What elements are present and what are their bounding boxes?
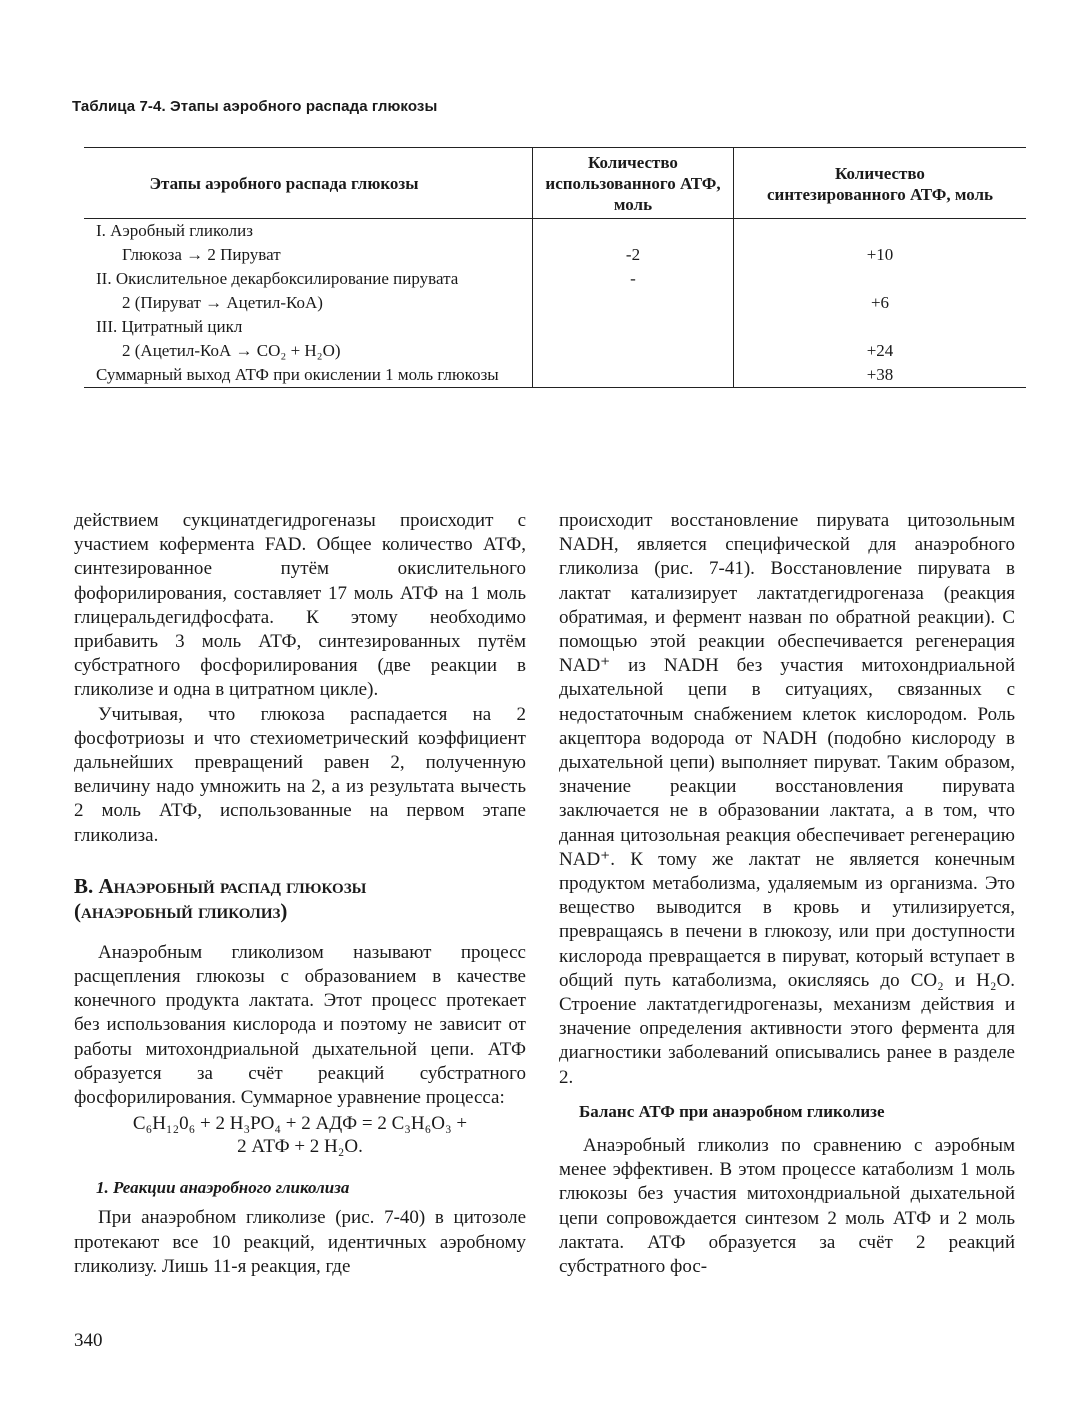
synth-atp-cell: +10 bbox=[734, 243, 1027, 267]
synth-atp-cell: +6 bbox=[734, 291, 1027, 315]
used-atp-cell bbox=[533, 219, 734, 244]
table-row bbox=[84, 339, 1026, 363]
table-header-row bbox=[84, 148, 1026, 219]
used-atp-cell bbox=[533, 339, 734, 363]
table-row bbox=[84, 267, 1026, 291]
equation-line1: C₆H₁₂0₆ + 2 H₃PO₄ + 2 АДФ = 2 C₃H₆O₃ + bbox=[132, 1113, 468, 1135]
paragraph: При анаэробном гликолизе (рис. 7-40) в цитозоле протекают все 10 реакций, идентичных аэробному гликолизу. Лишь 11-я реакция, где bbox=[74, 1207, 526, 1277]
synth-atp-cell bbox=[734, 267, 1027, 291]
used-atp-cell bbox=[533, 363, 734, 388]
table-caption: Таблица 7-4. Этапы аэробного распада глюкозы bbox=[72, 98, 438, 115]
stage-cell: I. Аэробный гликолиз bbox=[96, 221, 253, 240]
used-atp-cell bbox=[533, 315, 734, 339]
section-heading bbox=[74, 874, 526, 924]
stage-cell: III. Цитратный цикл bbox=[96, 317, 243, 336]
section-heading-line2: (анаэробный гликолиз) bbox=[74, 898, 288, 923]
right-column bbox=[559, 509, 1015, 1279]
stage-cell: 2 (Ацетил-КоА → CO₂ + H₂O) bbox=[122, 341, 341, 360]
paragraph: действием сукцинатдегидрогеназы происходит с участием кофермента FAD. Общее количество АТФ, синтезированное путём окислительного фофорилирования, составляет 17 моль АТФ на 1 моль глицеральдегидфосфата. К этому необходимо прибавить 3 моль АТФ, синтезированных путём субстратного фосфорилирования (две реакции в гликолизе и одна в цитратном цикле). bbox=[74, 510, 526, 701]
stage-cell: Глюкоза → 2 Пируват bbox=[122, 245, 281, 264]
header-used-atp: Количество использованного АТФ, моль bbox=[533, 148, 734, 219]
header-stage: Этапы аэробного распада глюкозы bbox=[84, 148, 533, 219]
table-row bbox=[84, 243, 1026, 267]
equation-line2: 2 АТФ + 2 H₂O. bbox=[237, 1136, 363, 1158]
paragraph: происходит восстановление пирувата цитозольным NADH, является специфической для анаэробного гликолиза (рис. 7-41). Восстановление пирувата в лактат катализирует лактатдегидрогеназа (реакция обратимая, и фермент назван по обратной реакции). С помощью этой реакции обеспечивается регенерация NAD⁺ из NADH без участия митохондриальной дыхательной цепи в ситуациях, связанных с недостаточным снабжением клеток кислородом. Роль акцептора водорода от NADH (подобно кислороду в дыхательной цепи) выполняет пируват. Таким образом, значение реакции восстановления пирувата заключается не в образовании лактата, а в том, что данная цитозольная реакция обеспечивает регенерацию NAD⁺. К тому же лактат не является конечным продуктом метаболизма, удаляемым из организма. Это вещество выводится в кровь и утилизируется, превращаясь в печени в глюкозу, или при доступности кислорода превращается в пируват, который вступает в общий путь катаболизма, окисляясь до CO₂ и H₂O. Строение лактатдегидрогеназы, механизм действия и значение определения активности этого фермента для диагностики заболеваний описывались ранее в разделе 2. bbox=[559, 510, 1015, 1088]
table-row bbox=[84, 363, 1026, 388]
stage-cell: II. Окислительное декарбоксилирование пирувата bbox=[96, 269, 459, 288]
stage-cell: 2 (Пируват → Ацетил-КоА) bbox=[122, 293, 323, 312]
table-row bbox=[84, 219, 1026, 244]
used-atp-cell bbox=[533, 291, 734, 315]
atp-stages-table bbox=[84, 147, 1026, 388]
used-atp-cell: - bbox=[533, 267, 734, 291]
synth-atp-cell bbox=[734, 219, 1027, 244]
page-number: 340 bbox=[74, 1330, 103, 1351]
table-row bbox=[84, 291, 1026, 315]
synth-atp-cell: +38 bbox=[734, 363, 1027, 388]
used-atp-cell: -2 bbox=[533, 243, 734, 267]
section-heading-line1: В. Анаэробный распад глюкозы bbox=[74, 873, 367, 898]
stage-cell: Суммарный выход АТФ при окислении 1 моль глюкозы bbox=[96, 365, 499, 384]
table-body bbox=[84, 219, 1026, 388]
synth-atp-cell bbox=[734, 315, 1027, 339]
paragraph: Анаэробным гликолизом называют процесс расщепления глюкозы с образованием в качестве конечного продукта лактата. Этот процесс протекает без использования кислорода и поэтому не зависит от работы митохондриальной дыхательной цепи. АТФ образуется за счёт реакций субстратного фосфорилирования. Суммарное уравнение процесса: bbox=[74, 941, 526, 1109]
subsection-heading: 1. Реакции анаэробного гликолиза bbox=[96, 1178, 350, 1198]
header-synth-atp: Количество синтезированного АТФ, моль bbox=[734, 148, 1027, 219]
paragraph: Анаэробный гликолиз по сравнению с аэробным менее эффективен. В этом процессе катаболизм 1 моль глюкозы без участия митохондриальной дыхательной цепи сопровождается синтезом 2 моль АТФ и 2 моль лактата. АТФ образуется за счёт 2 реакций субстратного фос- bbox=[559, 1135, 1015, 1278]
paragraph: Учитывая, что глюкоза распадается на 2 фосфотриозы и что стехиометрический коэффициент дальнейших превращений равен 2, полученную величину надо умножить на 2, а из результата вычесть 2 моль АТФ, использованные на первом этапе гликолиза. bbox=[74, 703, 526, 846]
left-column bbox=[74, 509, 526, 1279]
subsection-heading: Баланс АТФ при анаэробном гликолизе bbox=[579, 1101, 885, 1121]
table-row bbox=[84, 315, 1026, 339]
synth-atp-cell: +24 bbox=[734, 339, 1027, 363]
